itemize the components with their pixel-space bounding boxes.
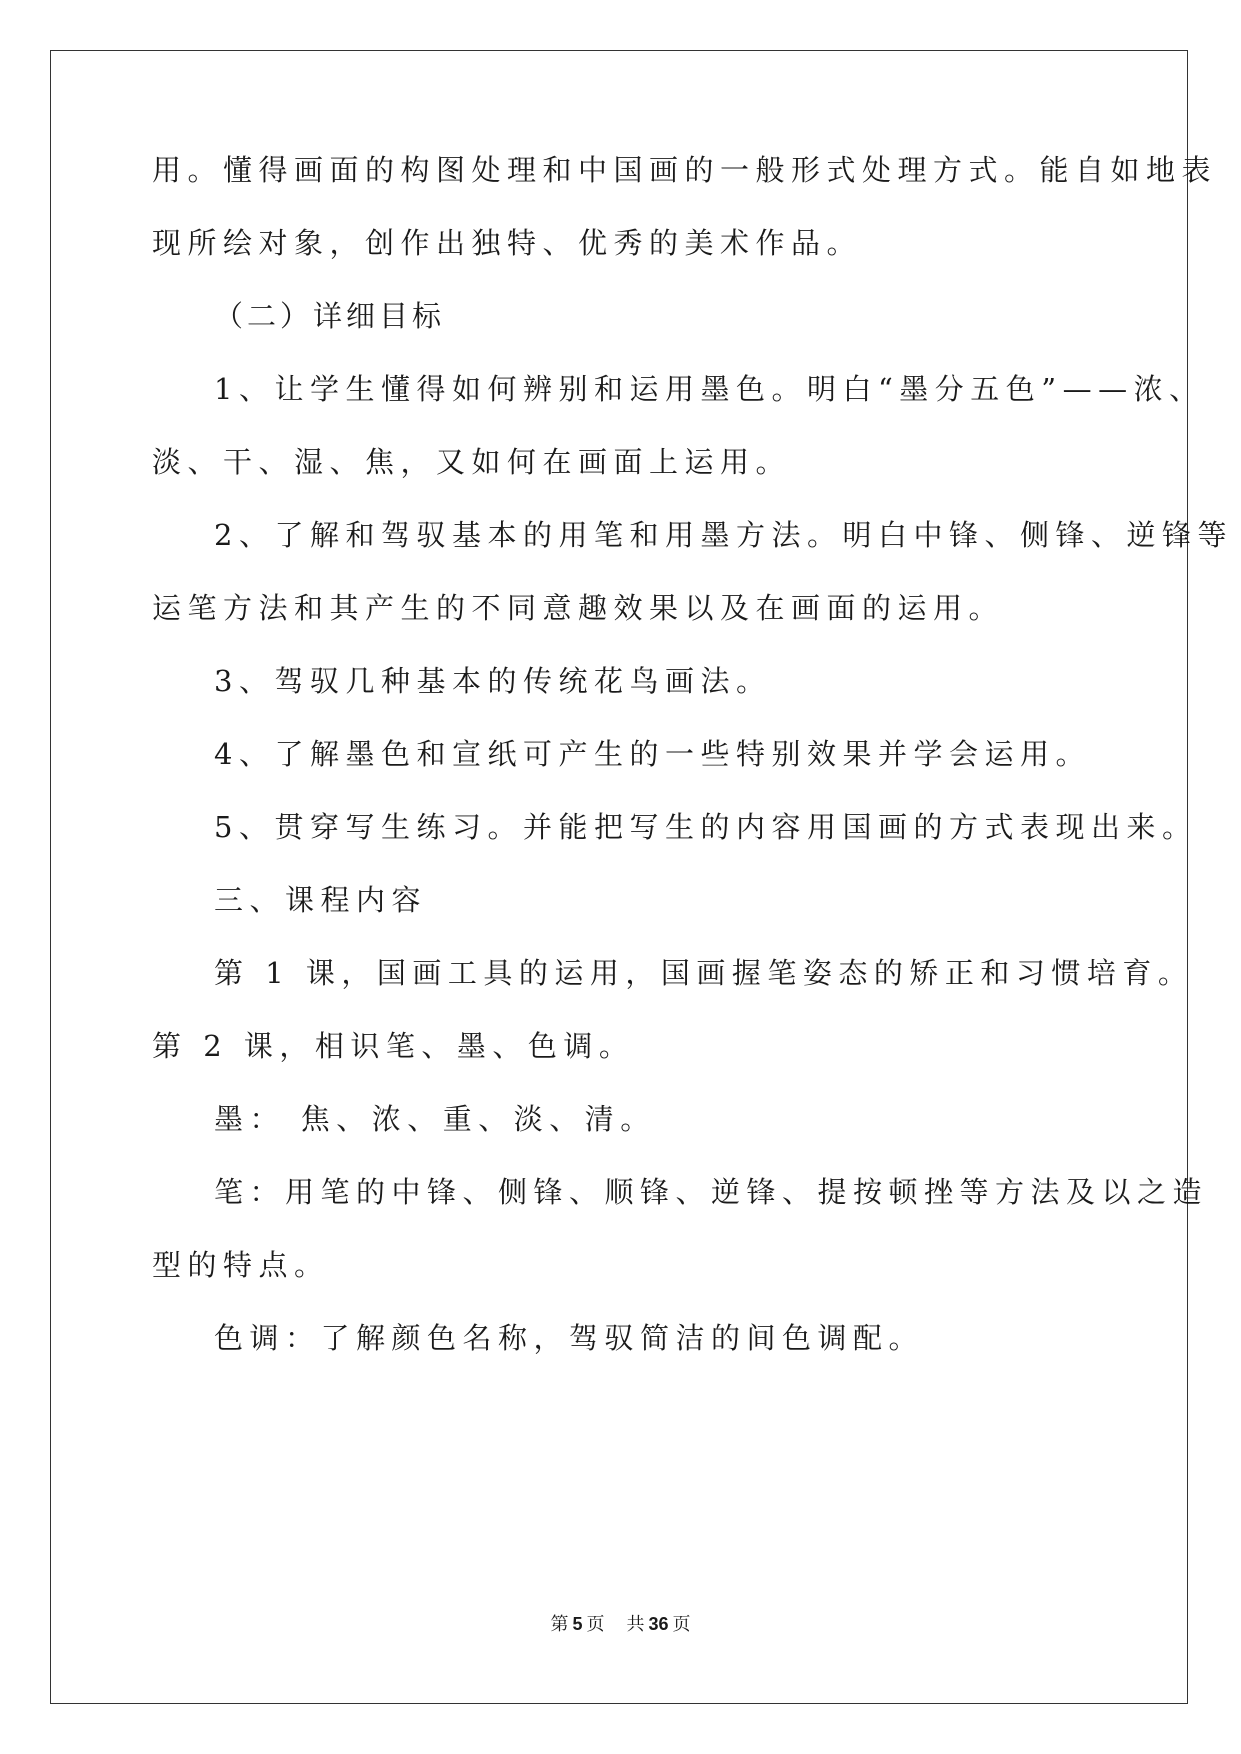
section-heading: 三、课程内容 <box>214 883 428 917</box>
paragraph-line: 第 1 课，国画工具的运用，国画握笔姿态的矫正和习惯培育。 <box>214 956 1194 990</box>
footer-total-prefix: 共 <box>626 1614 645 1635</box>
paragraph-line: 4、了解墨色和宣纸可产生的一些特别效果并学会运用。 <box>214 737 1091 771</box>
section-subheading: （二）详细目标 <box>214 299 446 333</box>
footer-total-unit: 页 <box>672 1614 691 1635</box>
paragraph-line: 2、了解和驾驭基本的用笔和用墨方法。明白中锋、侧锋、逆锋等 <box>214 518 1233 552</box>
paragraph-line: 第 2 课，相识笔、墨、色调。 <box>152 1029 635 1063</box>
total-page-count: 36 <box>648 1614 669 1634</box>
paragraph-line: 笔：用笔的中锋、侧锋、顺锋、逆锋、提按顿挫等方法及以之造 <box>214 1175 1209 1209</box>
paragraph-line: 型的特点。 <box>152 1248 330 1282</box>
paragraph-line: 用。懂得画面的构图处理和中国画的一般形式处理方式。能自如地表 <box>152 153 1218 187</box>
footer-page-unit: 页 <box>586 1614 605 1635</box>
paragraph-line: 色调：了解颜色名称，驾驭简洁的间色调配。 <box>214 1321 925 1355</box>
paragraph-line: 1、让学生懂得如何辨别和运用墨色。明白“墨分五色”——浓、 <box>214 372 1205 406</box>
footer-prefix: 第 <box>550 1614 569 1635</box>
paragraph-line: 现所绘对象，创作出独特、优秀的美术作品。 <box>152 226 863 260</box>
paragraph-line: 运笔方法和其产生的不同意趣效果以及在画面的运用。 <box>152 591 1005 625</box>
paragraph-line: 淡、干、湿、焦，又如何在画面上运用。 <box>152 445 792 479</box>
paragraph-line: 墨： 焦、浓、重、淡、清。 <box>214 1102 656 1136</box>
page-footer <box>0 1610 1241 1636</box>
paragraph-line: 5、贯穿写生练习。并能把写生的内容用国画的方式表现出来。 <box>214 810 1198 844</box>
paragraph-line: 3、驾驭几种基本的传统花鸟画法。 <box>214 664 772 698</box>
current-page-number: 5 <box>572 1614 583 1634</box>
